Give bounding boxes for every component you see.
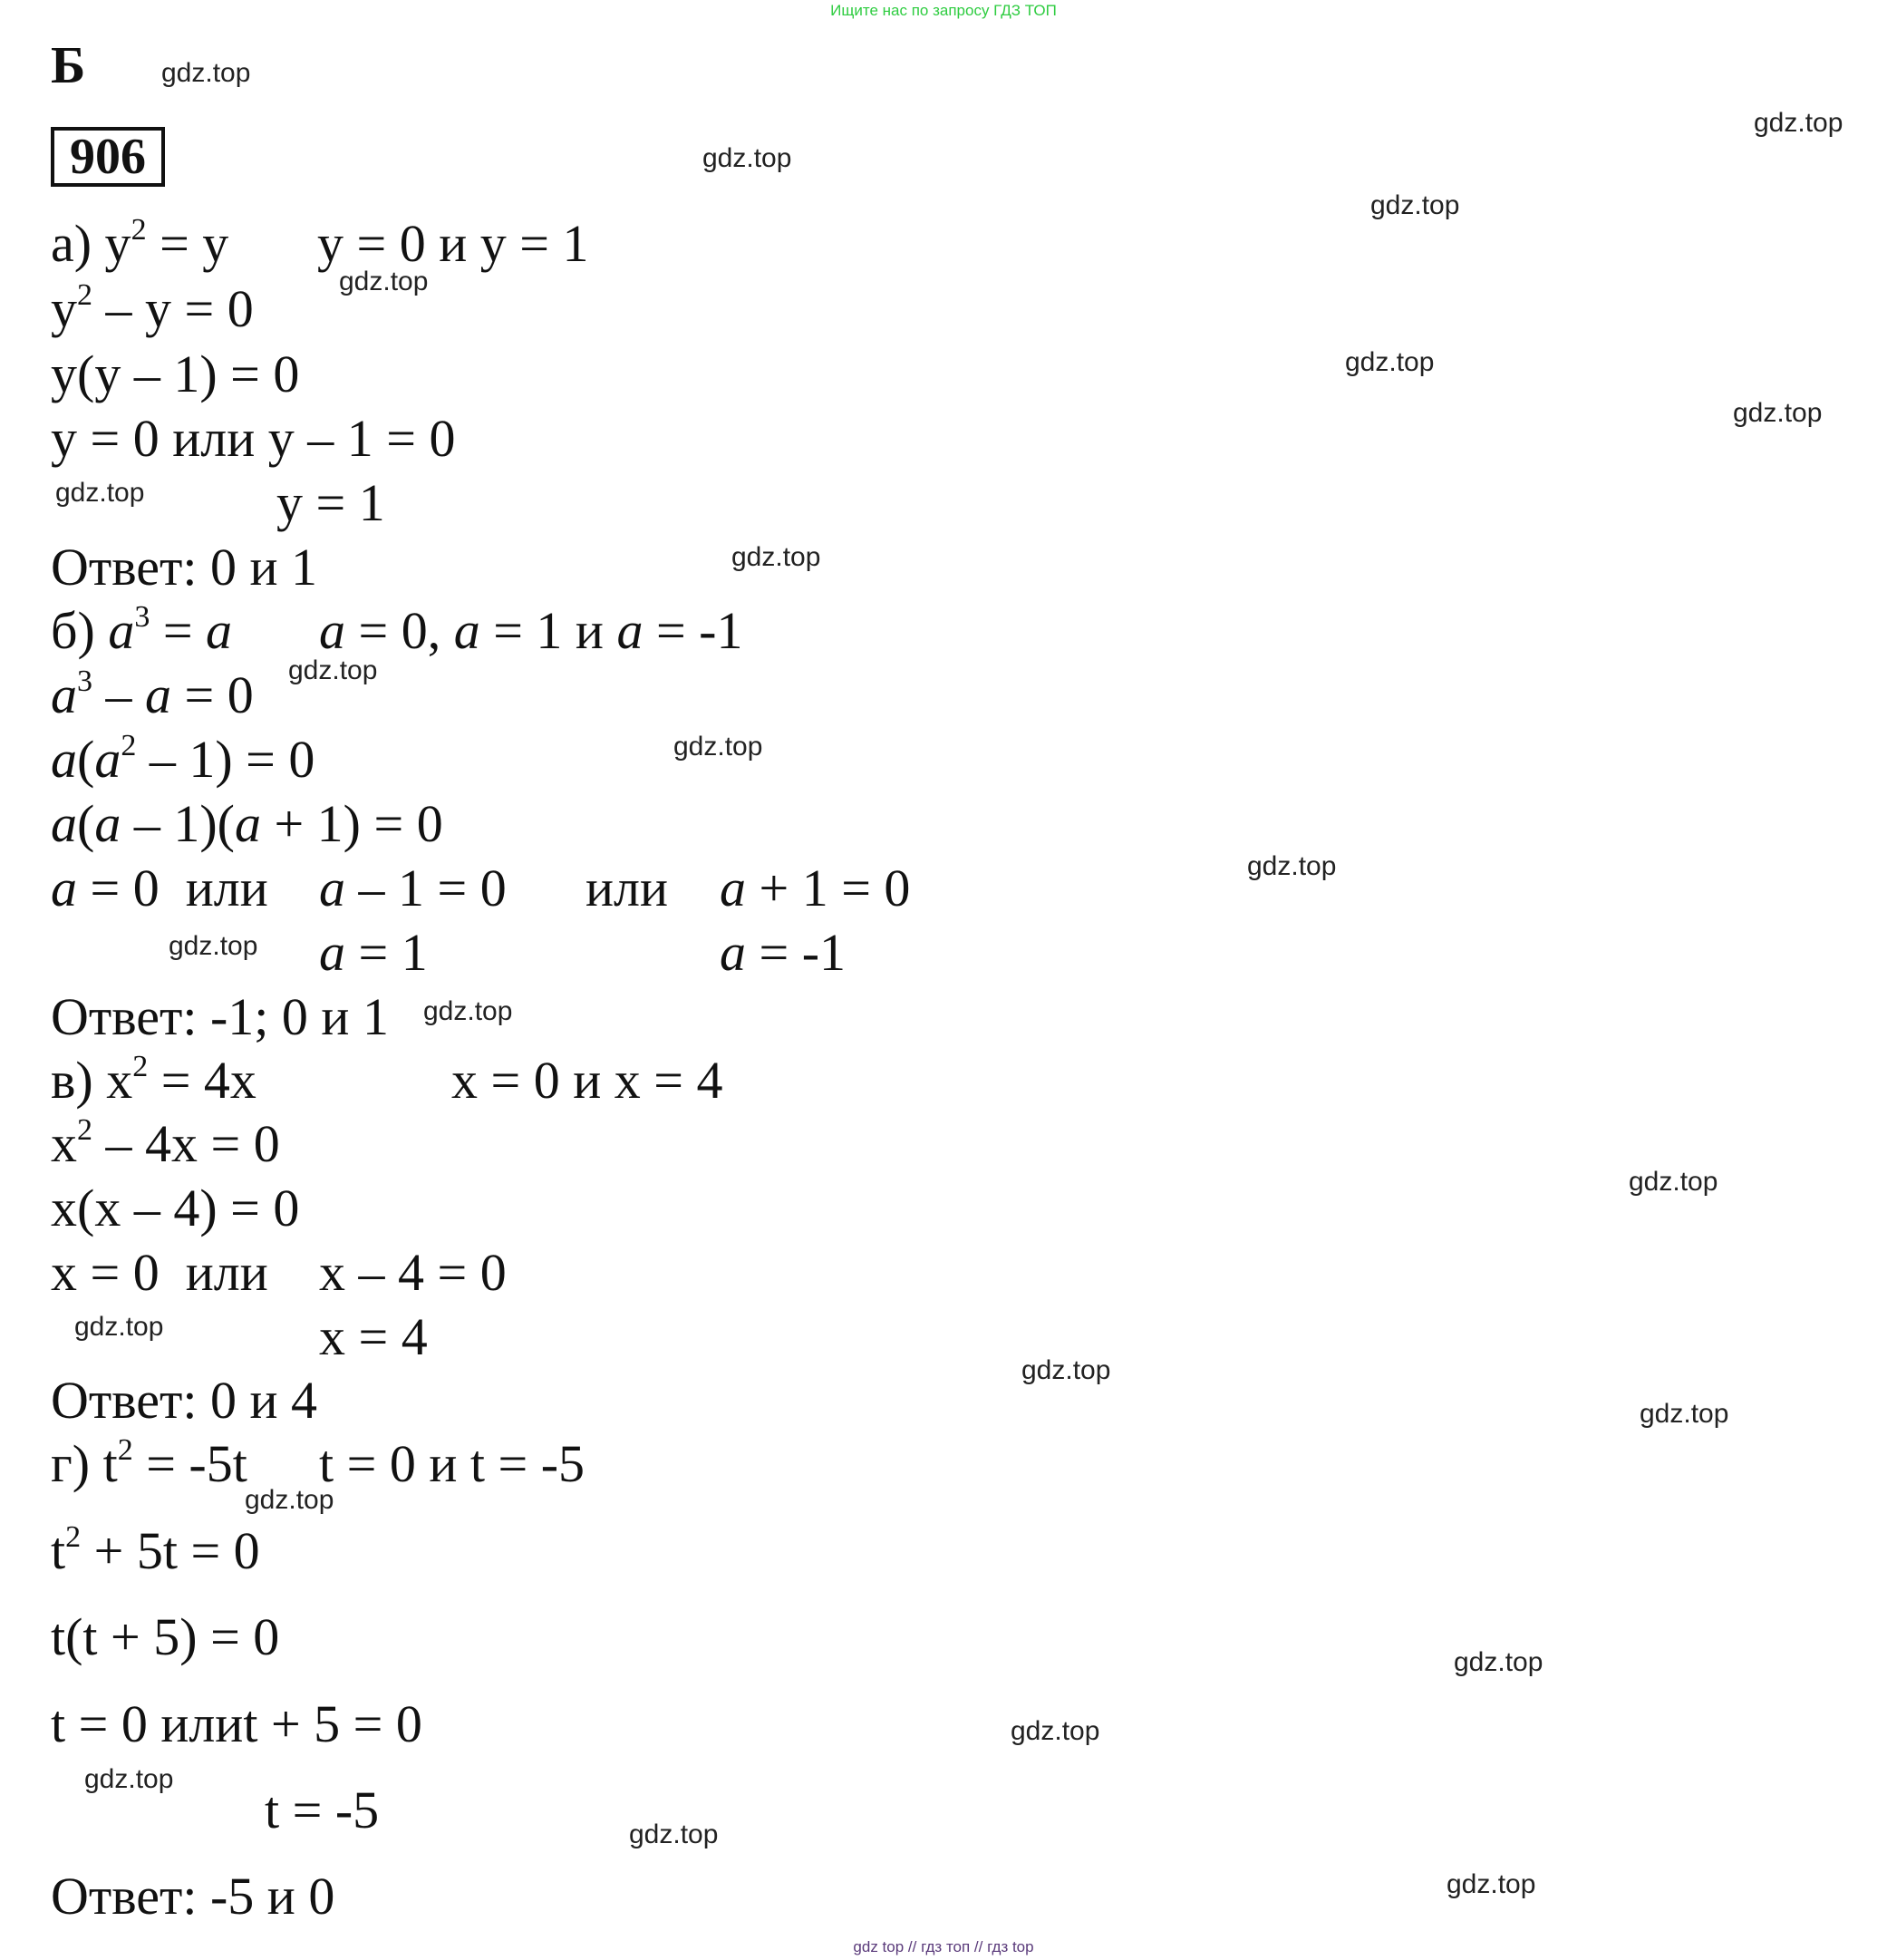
part-b-step5-right: a = -1 <box>720 923 847 982</box>
part-d-step3: t = 0 илиt + 5 = 0 <box>51 1694 422 1753</box>
watermark: gdz.top <box>1754 108 1843 138</box>
watermark: gdz.top <box>1345 347 1435 377</box>
watermark: gdz.top <box>161 58 251 88</box>
part-a-answer: Ответ: 0 и 1 <box>51 538 318 597</box>
top-banner[interactable]: Ищите нас по запросу ГДЗ ТОП <box>830 2 1057 19</box>
part-b-step4-mid: a – 1 = 0 <box>319 859 507 917</box>
watermark: gdz.top <box>288 655 378 685</box>
part-c-roots: x = 0 и x = 4 <box>451 1051 723 1110</box>
part-d-step1: $t^2 + 5t = 0$ <box>51 1520 260 1580</box>
part-b-roots: a = 0, a = 1 и a = -1 <box>319 601 743 660</box>
part-b-step4-left: a = 0 или <box>51 859 268 917</box>
part-d-answer: Ответ: -5 и 0 <box>51 1867 335 1926</box>
section-letter: Б <box>51 35 86 94</box>
watermark: gdz.top <box>84 1764 174 1794</box>
part-c-step2: x(x – 4) = 0 <box>51 1179 300 1237</box>
watermark: gdz.top <box>1011 1716 1100 1746</box>
watermark: gdz.top <box>1247 851 1337 881</box>
part-d-step2: t(t + 5) = 0 <box>51 1607 280 1666</box>
watermark: gdz.top <box>1733 398 1823 428</box>
watermark: gdz.top <box>629 1819 719 1849</box>
part-d-title: г) $t^2 = -5t$ <box>51 1433 247 1493</box>
part-c-title: в) $x^2 = 4x$ <box>51 1050 256 1110</box>
part-a-title: а) $y^2 = y$ <box>51 213 229 273</box>
part-b-title: б) $a^3 = a$ <box>51 600 233 660</box>
part-d-roots: t = 0 и t = -5 <box>319 1434 585 1493</box>
watermark: gdz.top <box>1640 1399 1729 1429</box>
watermark: gdz.top <box>1370 190 1460 220</box>
watermark: gdz.top <box>74 1312 164 1342</box>
part-b-step3: a(a – 1)(a + 1) = 0 <box>51 794 443 853</box>
part-b-step1: $a^3 - a = 0$ <box>51 665 254 724</box>
watermark: gdz.top <box>1447 1869 1536 1899</box>
part-c-step4: x = 4 <box>319 1307 428 1366</box>
part-c-step3-right: x – 4 = 0 <box>319 1243 507 1302</box>
part-b-answer: Ответ: -1; 0 и 1 <box>51 987 389 1046</box>
part-b-step5-mid: a = 1 <box>319 923 428 982</box>
watermark: gdz.top <box>1021 1355 1111 1385</box>
watermark: gdz.top <box>423 996 513 1026</box>
problem-number: 906 <box>51 127 165 187</box>
part-a-step2: y(y – 1) = 0 <box>51 344 300 403</box>
part-a-step1: $y^2 - y = 0$ <box>51 278 254 338</box>
part-c-step3-left: x = 0 или <box>51 1243 268 1302</box>
watermark: gdz.top <box>731 542 821 572</box>
part-c-answer: Ответ: 0 и 4 <box>51 1371 318 1430</box>
watermark: gdz.top <box>339 267 429 296</box>
watermark: gdz.top <box>1454 1647 1543 1677</box>
part-c-step1: $x^2 - 4x = 0$ <box>51 1113 280 1173</box>
watermark: gdz.top <box>673 732 763 762</box>
watermark: gdz.top <box>1629 1167 1718 1197</box>
watermark: gdz.top <box>55 478 145 508</box>
part-b-step4-right: a + 1 = 0 <box>720 859 911 917</box>
watermark: gdz.top <box>169 931 258 961</box>
bottom-banner[interactable]: gdz top // гдз топ // гдз top <box>853 1938 1034 1955</box>
part-a-step3: y = 0 или y – 1 = 0 <box>51 409 456 468</box>
part-b-step2: $a(a^2 - 1) = 0$ <box>51 729 315 789</box>
part-a-step4: y = 1 <box>276 473 385 532</box>
part-b-step4-or: или <box>585 859 669 917</box>
watermark: gdz.top <box>702 143 792 173</box>
part-d-step4: t = -5 <box>265 1780 380 1839</box>
watermark: gdz.top <box>245 1485 334 1515</box>
part-a-roots: y = 0 и y = 1 <box>317 214 589 273</box>
